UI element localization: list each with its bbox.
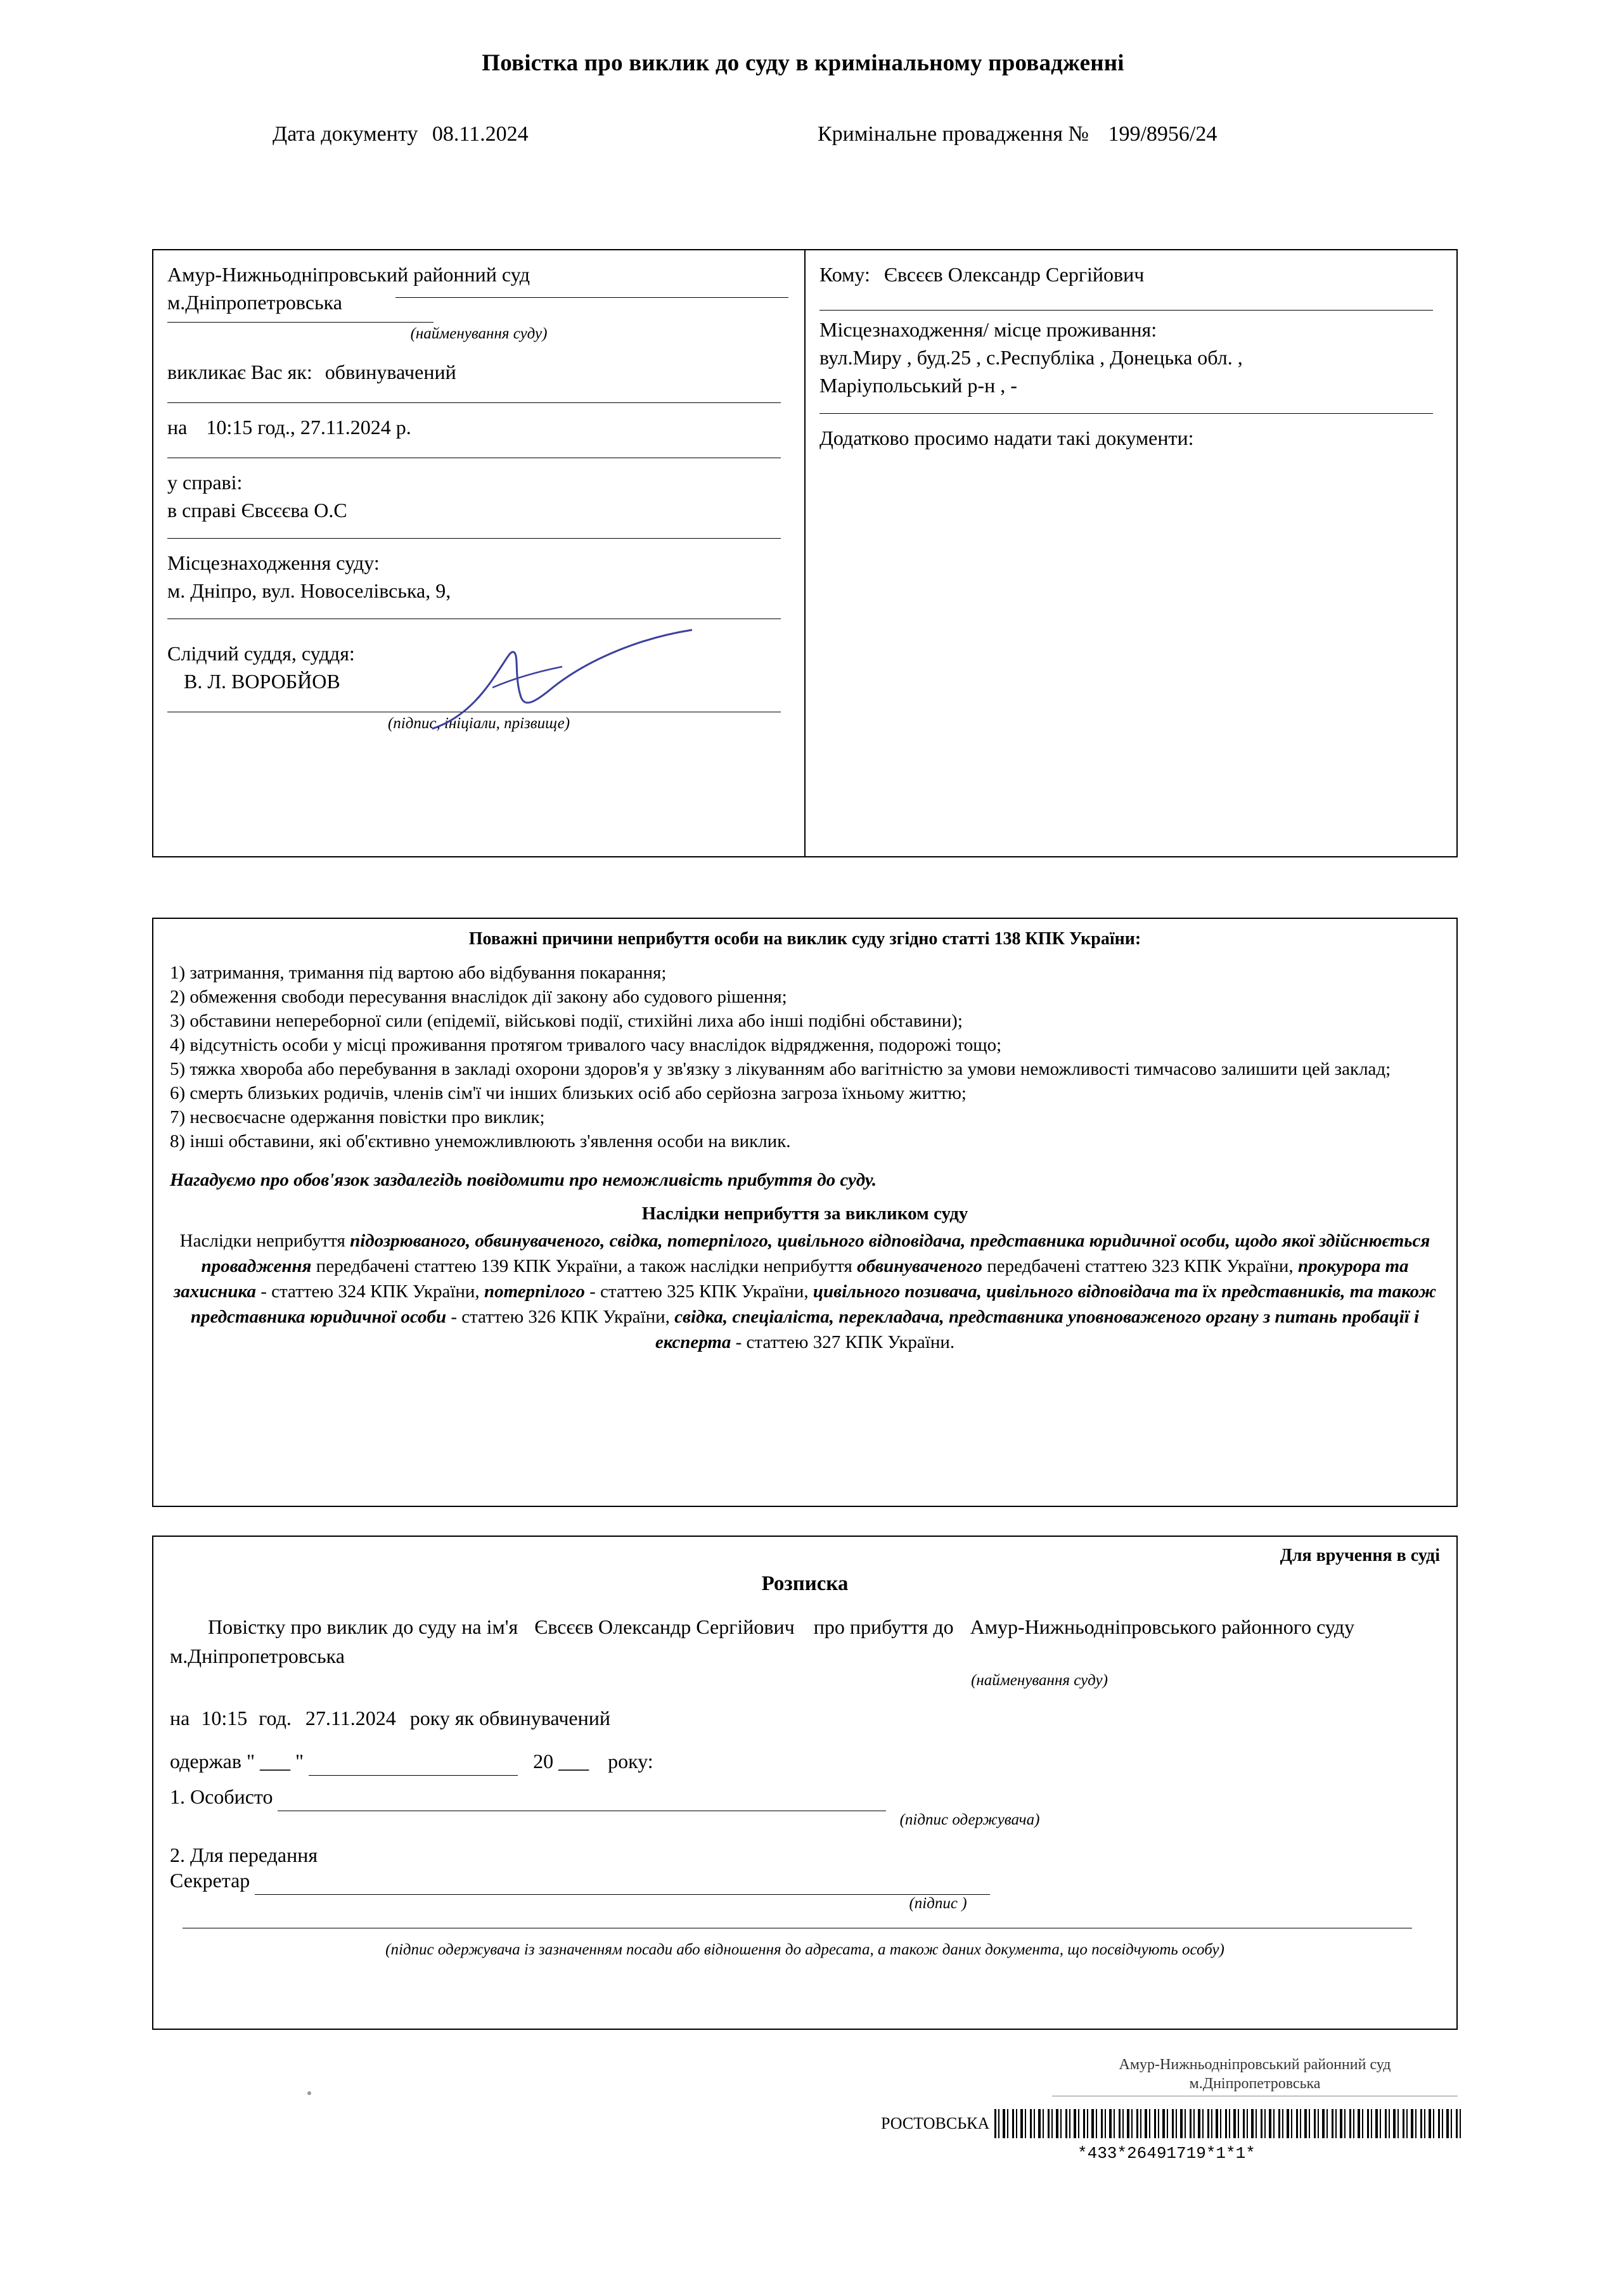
summon-role-value: обвинувачений bbox=[324, 361, 456, 383]
page-artifact-dot bbox=[307, 2091, 311, 2095]
barcode-number: *433*26491719*1*1* bbox=[1077, 2144, 1256, 2163]
barcode-label: РОСТОВСЬКА bbox=[881, 2114, 990, 2132]
reason-item: 3) обставини непереборної сили (епідемії, військові події, стихійні лиха або інші подібні обставини); bbox=[170, 1011, 963, 1031]
receipt-court-caption: (найменування суду) bbox=[971, 1672, 1108, 1689]
reason-item: 6) смерть близьких родичів, членів сім'ї чи інших близьких осіб або серйозна загроза їхньому життю; bbox=[170, 1083, 967, 1103]
receipt-when-time: 10:15 bbox=[201, 1707, 248, 1729]
hearing-time-line bbox=[167, 413, 790, 441]
receipt-mid: про прибуття до bbox=[813, 1615, 954, 1638]
valid-reasons-box bbox=[152, 918, 1458, 1507]
receipt-item1-rule bbox=[278, 1792, 886, 1811]
valid-reasons-title: Поважні причини неприбуття особи на виклик суду згідно статті 138 КПК України: bbox=[468, 929, 1141, 949]
addressee-value: Євсєєв Олександр Сергійович bbox=[883, 263, 1145, 286]
court-stamp bbox=[1052, 2055, 1458, 2096]
receipt-item1-caption: (підпис одержувача) bbox=[899, 1811, 1040, 1828]
reason-item: 1) затримання, тримання під вартою або відбування покарання; bbox=[170, 963, 667, 983]
court-column bbox=[153, 250, 806, 856]
addressee-label: Кому: bbox=[819, 263, 870, 286]
criminal-case-number bbox=[818, 122, 1217, 146]
page-title: Повістка про виклик до суду в кримінальному провадженні bbox=[482, 50, 1124, 76]
receipt-box bbox=[152, 1536, 1458, 2030]
barcode-image bbox=[994, 2109, 1464, 2138]
receipt-received-year: 20 bbox=[533, 1750, 554, 1773]
address-line1: вул.Миру , буд.25 , с.Республіка , Донецька обл. , bbox=[819, 346, 1243, 369]
court-name-rule-1 bbox=[395, 297, 788, 298]
judge-sign-caption: (підпис, ініціали, прізвище) bbox=[387, 715, 570, 732]
address-line2: Маріупольський р-н , - bbox=[819, 374, 1017, 397]
receipt-item2-label: 2. Для передання bbox=[170, 1844, 318, 1866]
receipt-court-name: Амур-Нижньодніпровського районного суду м.Дніпропетровська bbox=[170, 1615, 1355, 1667]
receipt-received-prefix: одержав " bbox=[170, 1750, 255, 1773]
court-name-rule-2 bbox=[167, 322, 434, 323]
receipt-received-line bbox=[170, 1747, 1440, 1776]
receipt-person-name: Євсєєв Олександр Сергійович bbox=[534, 1615, 795, 1638]
consequences-body: Наслідки неприбуття підозрюваного, обвинуваченого, свідка, потерпілого, цивільного відповідача, представника юридичної особи, щодо якої здійснюється провадження передбачені статтею 139 КПК України, а також наслідки неприбуття обвинуваченого передбачені статтею 323 КПК України, прокурора та захисника - статтею 324 КПК України, потерпілого - статтею 325 КПК України, цивільного позивача, цивільного відповідача та їх представників, та також представника юридичної особи - статтею 326 КПК України, свідка, спеціаліста, перекладача, представника уповноваженого органу з питань пробації і експерта - статтею 327 КПК України. bbox=[173, 1231, 1437, 1352]
document-date-value: 08.11.2024 bbox=[432, 122, 529, 146]
receipt-secretary-label: Секретар bbox=[170, 1869, 250, 1892]
address-label: Місцезнаходження/ місце проживання: bbox=[819, 318, 1157, 341]
case-in-label: у справі: bbox=[167, 471, 243, 494]
court-name-line2: м.Дніпропетровська bbox=[167, 291, 342, 314]
receipt-prefix: Повістку про виклик до суду на ім'я bbox=[208, 1615, 518, 1638]
receipt-item1-line bbox=[170, 1782, 1440, 1811]
receipt-when-suffix: року як обвинувачений bbox=[409, 1707, 610, 1729]
reminder-text: Нагадуємо про обов'язок заздалегідь повідомити про неможливість прибуття до суду. bbox=[170, 1170, 877, 1190]
case-number-label: Кримінальне провадження № bbox=[818, 122, 1089, 146]
receipt-secretary-line bbox=[170, 1866, 1440, 1895]
case-number-value: 199/8956/24 bbox=[1108, 122, 1217, 146]
reason-item: 8) інші обставини, які об'єктивно унеможливлюють з'явлення особи на виклик. bbox=[170, 1131, 791, 1151]
court-location-value: м. Дніпро, вул. Новоселівська, 9, bbox=[167, 579, 451, 602]
receipt-when-line bbox=[170, 1703, 1440, 1733]
court-stamp-line2: м.Дніпропетровська bbox=[1189, 2075, 1321, 2092]
barcode-area bbox=[881, 2109, 1464, 2138]
receipt-when-hour-word: год. bbox=[259, 1707, 292, 1729]
for-service-label: Для вручення в суді bbox=[1280, 1546, 1440, 1565]
document-date bbox=[273, 122, 529, 146]
hearing-time-value: 10:15 год., 27.11.2024 р. bbox=[206, 416, 411, 439]
receipt-secretary-rule bbox=[255, 1875, 990, 1895]
hearing-time-label: на bbox=[167, 416, 188, 439]
court-stamp-line1: Амур-Нижньодніпровський районний суд bbox=[1119, 2056, 1391, 2073]
reason-item: 5) тяжка хвороба або перебування в закладі охорони здоров'я у зв'язку з лікуванням або вагітністю за умови неможливості тимчасово залишити цей заклад; bbox=[170, 1059, 1391, 1079]
receipt-secretary-caption: (підпис ) bbox=[909, 1895, 967, 1912]
judge-name: В. Л. ВОРОБЙОВ bbox=[184, 670, 340, 693]
summon-label: викликає Вас як: bbox=[167, 361, 312, 383]
receipt-received-blank: ___ bbox=[260, 1750, 291, 1773]
additional-documents-label: Додатково просимо надати такі документи: bbox=[819, 426, 1194, 449]
receipt-when-prefix: на bbox=[170, 1707, 190, 1729]
receipt-bottom-caption: (підпис одержувача із зазначенням посади або відношення до адресата, а також даних документа, що посвідчують особу) bbox=[385, 1941, 1224, 1958]
addressee-column bbox=[806, 250, 1456, 856]
summon-role-line bbox=[167, 358, 790, 386]
court-name-caption: (найменування суду) bbox=[410, 325, 548, 342]
consequences-title: Наслідки неприбуття за викликом суду bbox=[641, 1203, 968, 1224]
judge-label: Слідчий суддя, суддя: bbox=[167, 642, 355, 665]
receipt-item1-label: 1. Особисто bbox=[170, 1785, 273, 1808]
receipt-received-rule bbox=[309, 1756, 518, 1776]
receipt-when-date: 27.11.2024 bbox=[305, 1707, 396, 1729]
reason-item: 7) несвоєчасне одержання повістки про виклик; bbox=[170, 1107, 545, 1127]
case-in-value: в справі Євсєєва О.С bbox=[167, 499, 347, 522]
court-location-label: Місцезнаходження суду: bbox=[167, 551, 380, 574]
reason-item: 4) відсутність особи у місці проживання протягом тривалого часу внаслідок відрядження, подорожі тощо; bbox=[170, 1035, 1002, 1055]
receipt-title: Розписка bbox=[761, 1572, 849, 1595]
court-name-line1: Амур-Нижньодніпровський районний суд bbox=[167, 263, 530, 286]
addressee-line bbox=[819, 260, 1442, 288]
receipt-received-year-blank: ___ bbox=[558, 1750, 589, 1773]
receipt-received-quote: " bbox=[295, 1750, 304, 1773]
header-meta bbox=[0, 122, 1606, 154]
receipt-paragraph bbox=[170, 1612, 1440, 1671]
summons-main-box bbox=[152, 249, 1458, 857]
receipt-received-suffix: року: bbox=[608, 1750, 653, 1773]
document-date-label: Дата документу bbox=[273, 122, 418, 146]
valid-reasons-list bbox=[170, 961, 1440, 1153]
document-page bbox=[0, 49, 1606, 2296]
reason-item: 2) обмеження свободи пересування внаслідок дії закону або судового рішення; bbox=[170, 987, 787, 1007]
